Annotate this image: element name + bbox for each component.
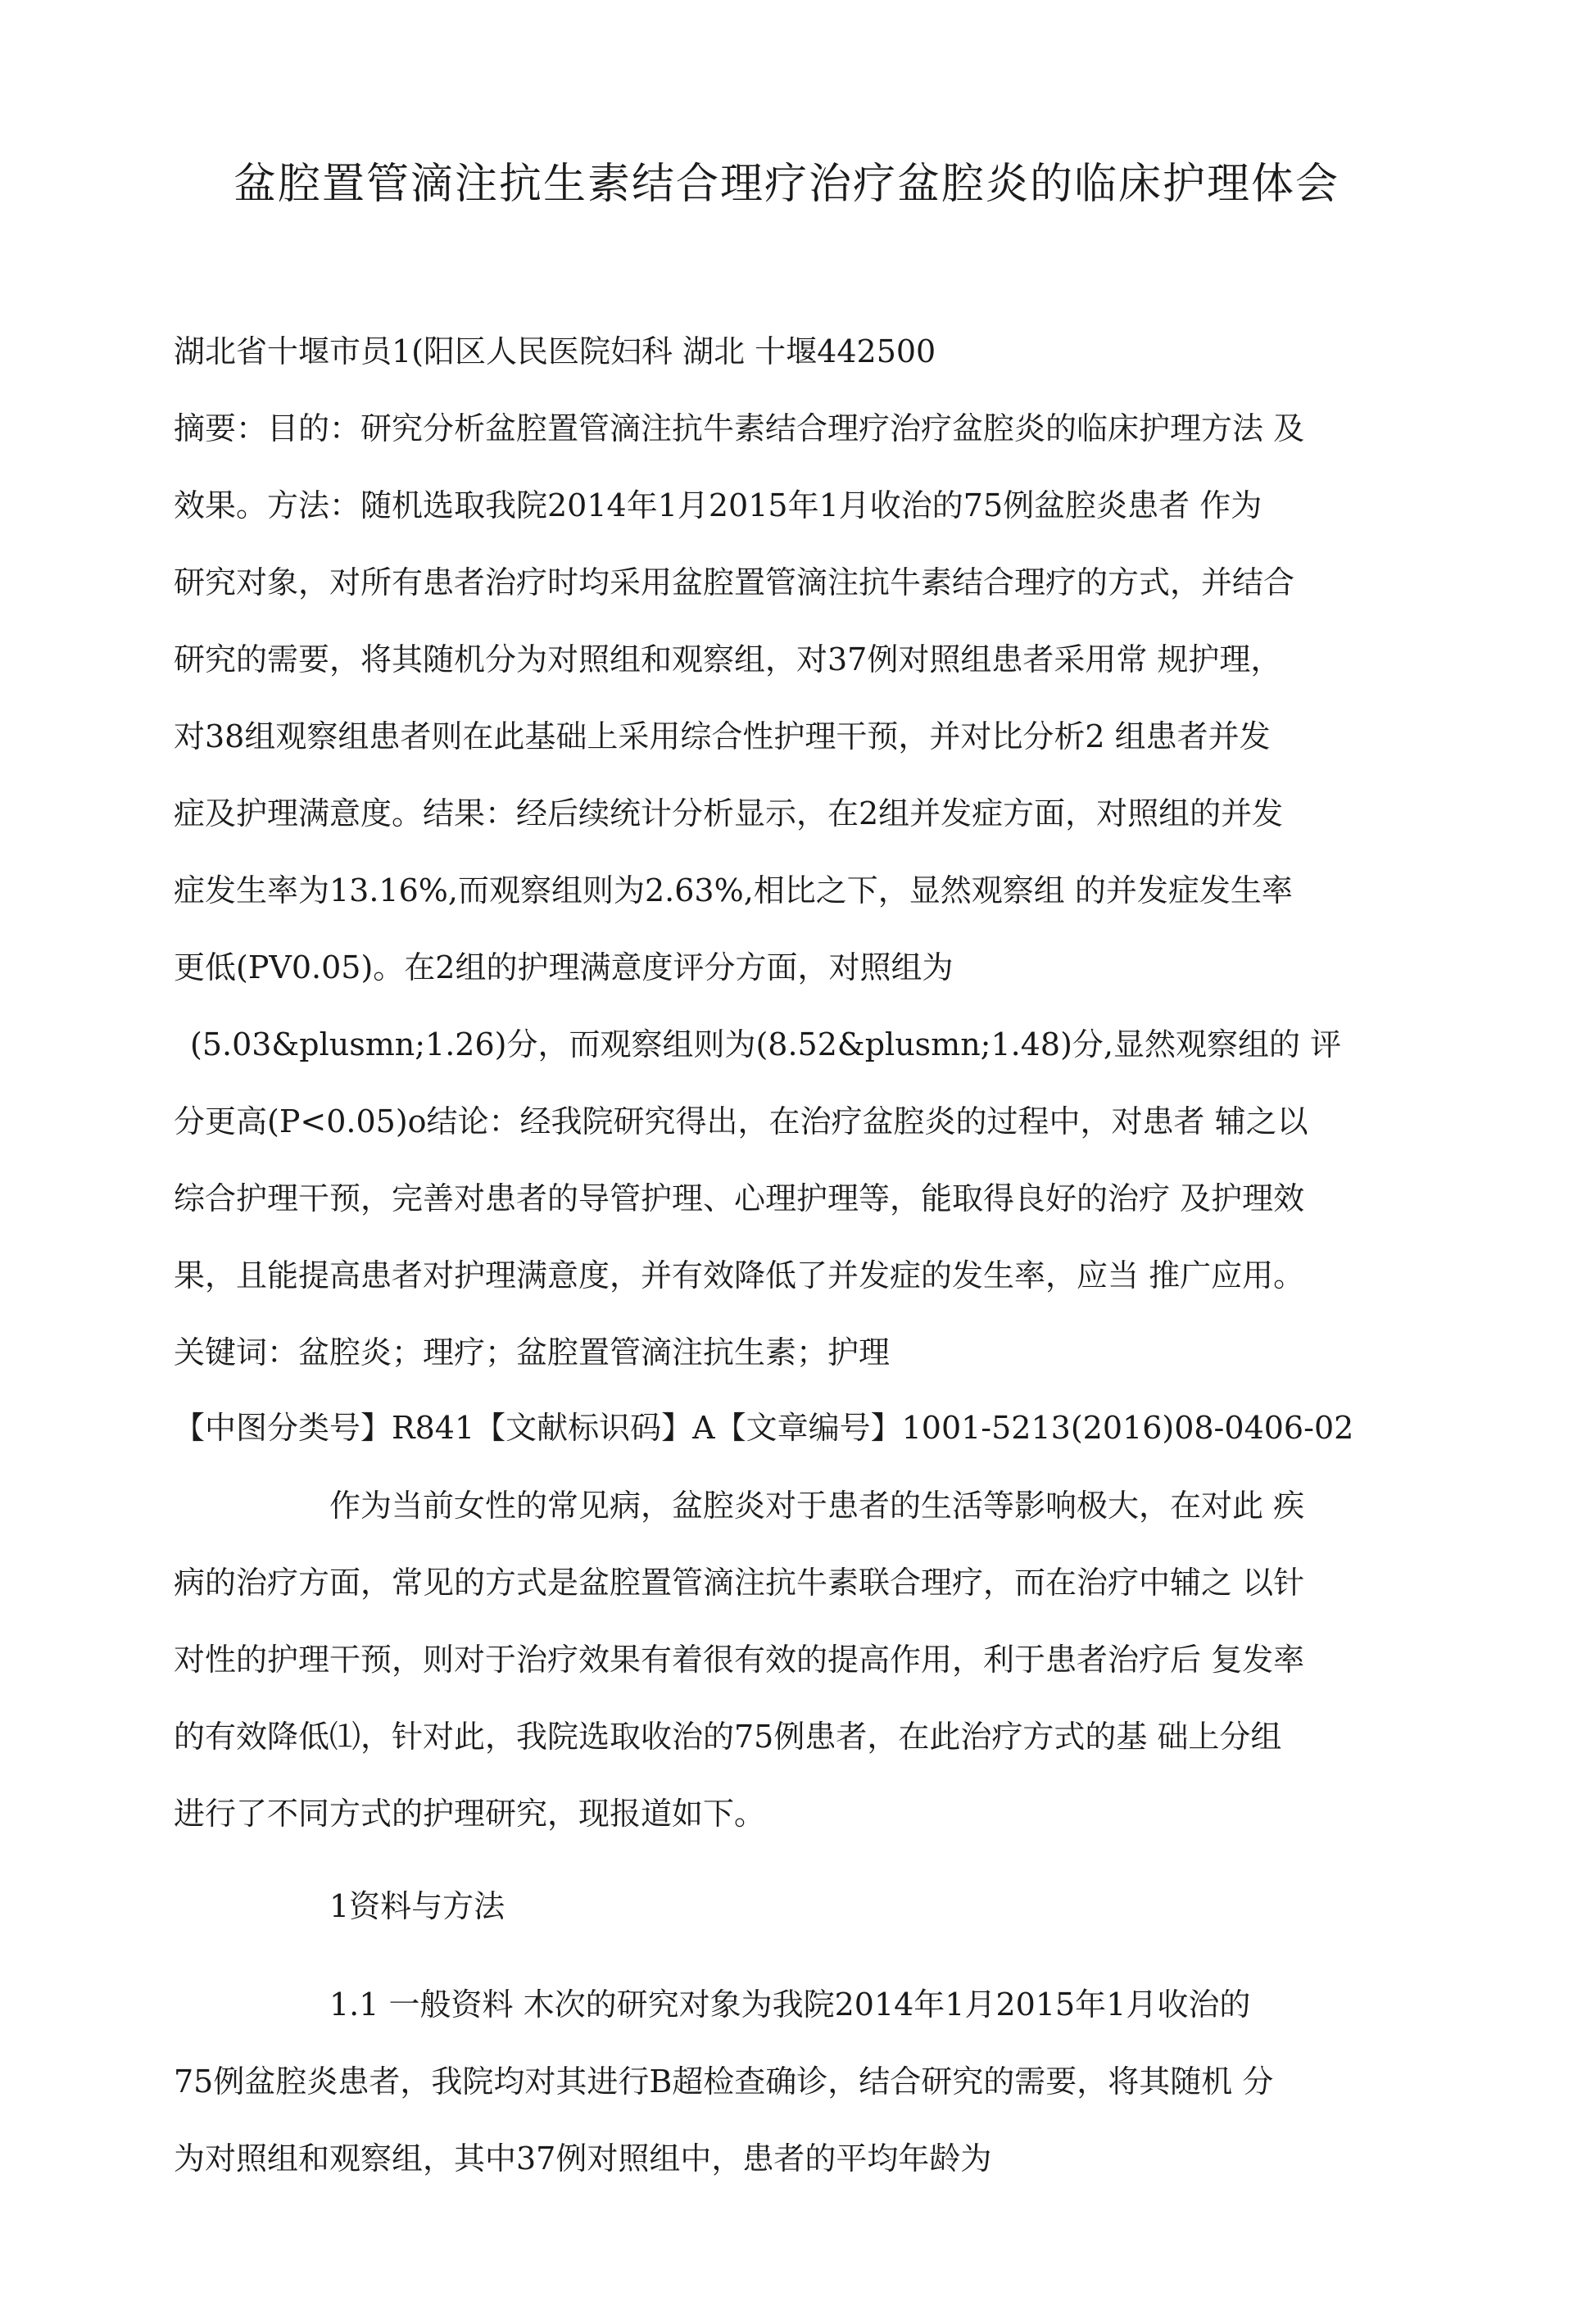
abstract-line: 症发生率为13.16%,而观察组则为2.63%,相比之下，显然观察组 的并发症发生率 bbox=[174, 872, 1293, 908]
abstract-line: 研究的需要，将其随机分为对照组和观察组，对37例对照组患者采用常 规护理， bbox=[174, 641, 1282, 677]
abstract-line: (5.03&plusmn;1.26)分，而观察组则为(8.52&plusmn;1.48)分,显然观察组的 评 bbox=[190, 1026, 1342, 1062]
abstract-line: 更低(PV0.05)。在2组的护理满意度评分方面，对照组为 bbox=[174, 949, 954, 985]
intro-line: 对性的护理干预，则对于治疗效果有着很有效的提高作用，利于患者治疗后 复发率 bbox=[174, 1642, 1305, 1678]
intro-line: 病的治疗方面，常见的方式是盆腔置管滴注抗牛素联合理疗，而在治疗中辅之 以针 bbox=[174, 1565, 1305, 1601]
abstract-line: 症及护理满意度。结果：经后续统计分析显示，在2组并发症方面，对照组的并发 bbox=[174, 795, 1284, 831]
abstract-line: 综合护理干预，完善对患者的导管护理、心理护理等，能取得良好的治疗 及护理效 bbox=[174, 1180, 1305, 1216]
intro-line: 作为当前女性的常见病，盆腔炎对于患者的生活等影响极大，在对此 疾 bbox=[329, 1488, 1305, 1524]
abstract-line: 分更高(P<0.05)o结论：经我院研究得出，在治疗盆腔炎的过程中，对患者 辅之以 bbox=[174, 1103, 1308, 1139]
abstract-line: 摘要：目的：研究分析盆腔置管滴注抗牛素结合理疗治疗盆腔炎的临床护理方法 及 bbox=[174, 410, 1305, 446]
paper-title: 盆腔置管滴注抗生素结合理疗治疗盆腔炎的临床护理体会 bbox=[233, 160, 1340, 209]
intro-line: 进行了不同方式的护理研究，现报道如下。 bbox=[174, 1796, 766, 1832]
author-affiliation: 湖北省十堰市员1(阳区人民医院妇科 湖北 十堰442500 bbox=[174, 333, 936, 369]
abstract-line: 对38组观察组患者则在此基础上采用综合性护理干预，并对比分析2 组患者并发 bbox=[174, 718, 1271, 754]
abstract-line: 效果。方法：随机选取我院2014年1月2015年1月收治的75例盆腔炎患者 作为 bbox=[174, 487, 1262, 523]
abstract-line: 研究对象，对所有患者治疗时均采用盆腔置管滴注抗牛素结合理疗的方式，并结合 bbox=[174, 564, 1295, 600]
intro-line: 的有效降低⑴，针对此，我院选取收治的75例患者，在此治疗方式的基 础上分组 bbox=[174, 1719, 1282, 1755]
section-heading: 1资料与方法 bbox=[329, 1888, 505, 1924]
subsection-line: 1.1 一般资料 木次的研究对象为我院2014年1月2015年1月收治的 bbox=[329, 1986, 1251, 2023]
subsection-line: 75例盆腔炎患者，我院均对其进行B超检查确诊，结合研究的需要，将其随机 分 bbox=[174, 2064, 1274, 2100]
abstract-line: 果，且能提高患者对护理满意度，并有效降低了并发症的发生率，应当 推广应用。 bbox=[174, 1257, 1305, 1293]
subsection-line: 为对照组和观察组，其中37例对照组中，患者的平均年龄为 bbox=[174, 2141, 992, 2177]
keywords: 关键词：盆腔炎；理疗；盆腔置管滴注抗生素；护理 bbox=[174, 1334, 891, 1370]
classification-info: 【中图分类号】R841【文献标识码】A【文章编号】1001-5213(2016)08-0406-02 bbox=[174, 1410, 1354, 1446]
